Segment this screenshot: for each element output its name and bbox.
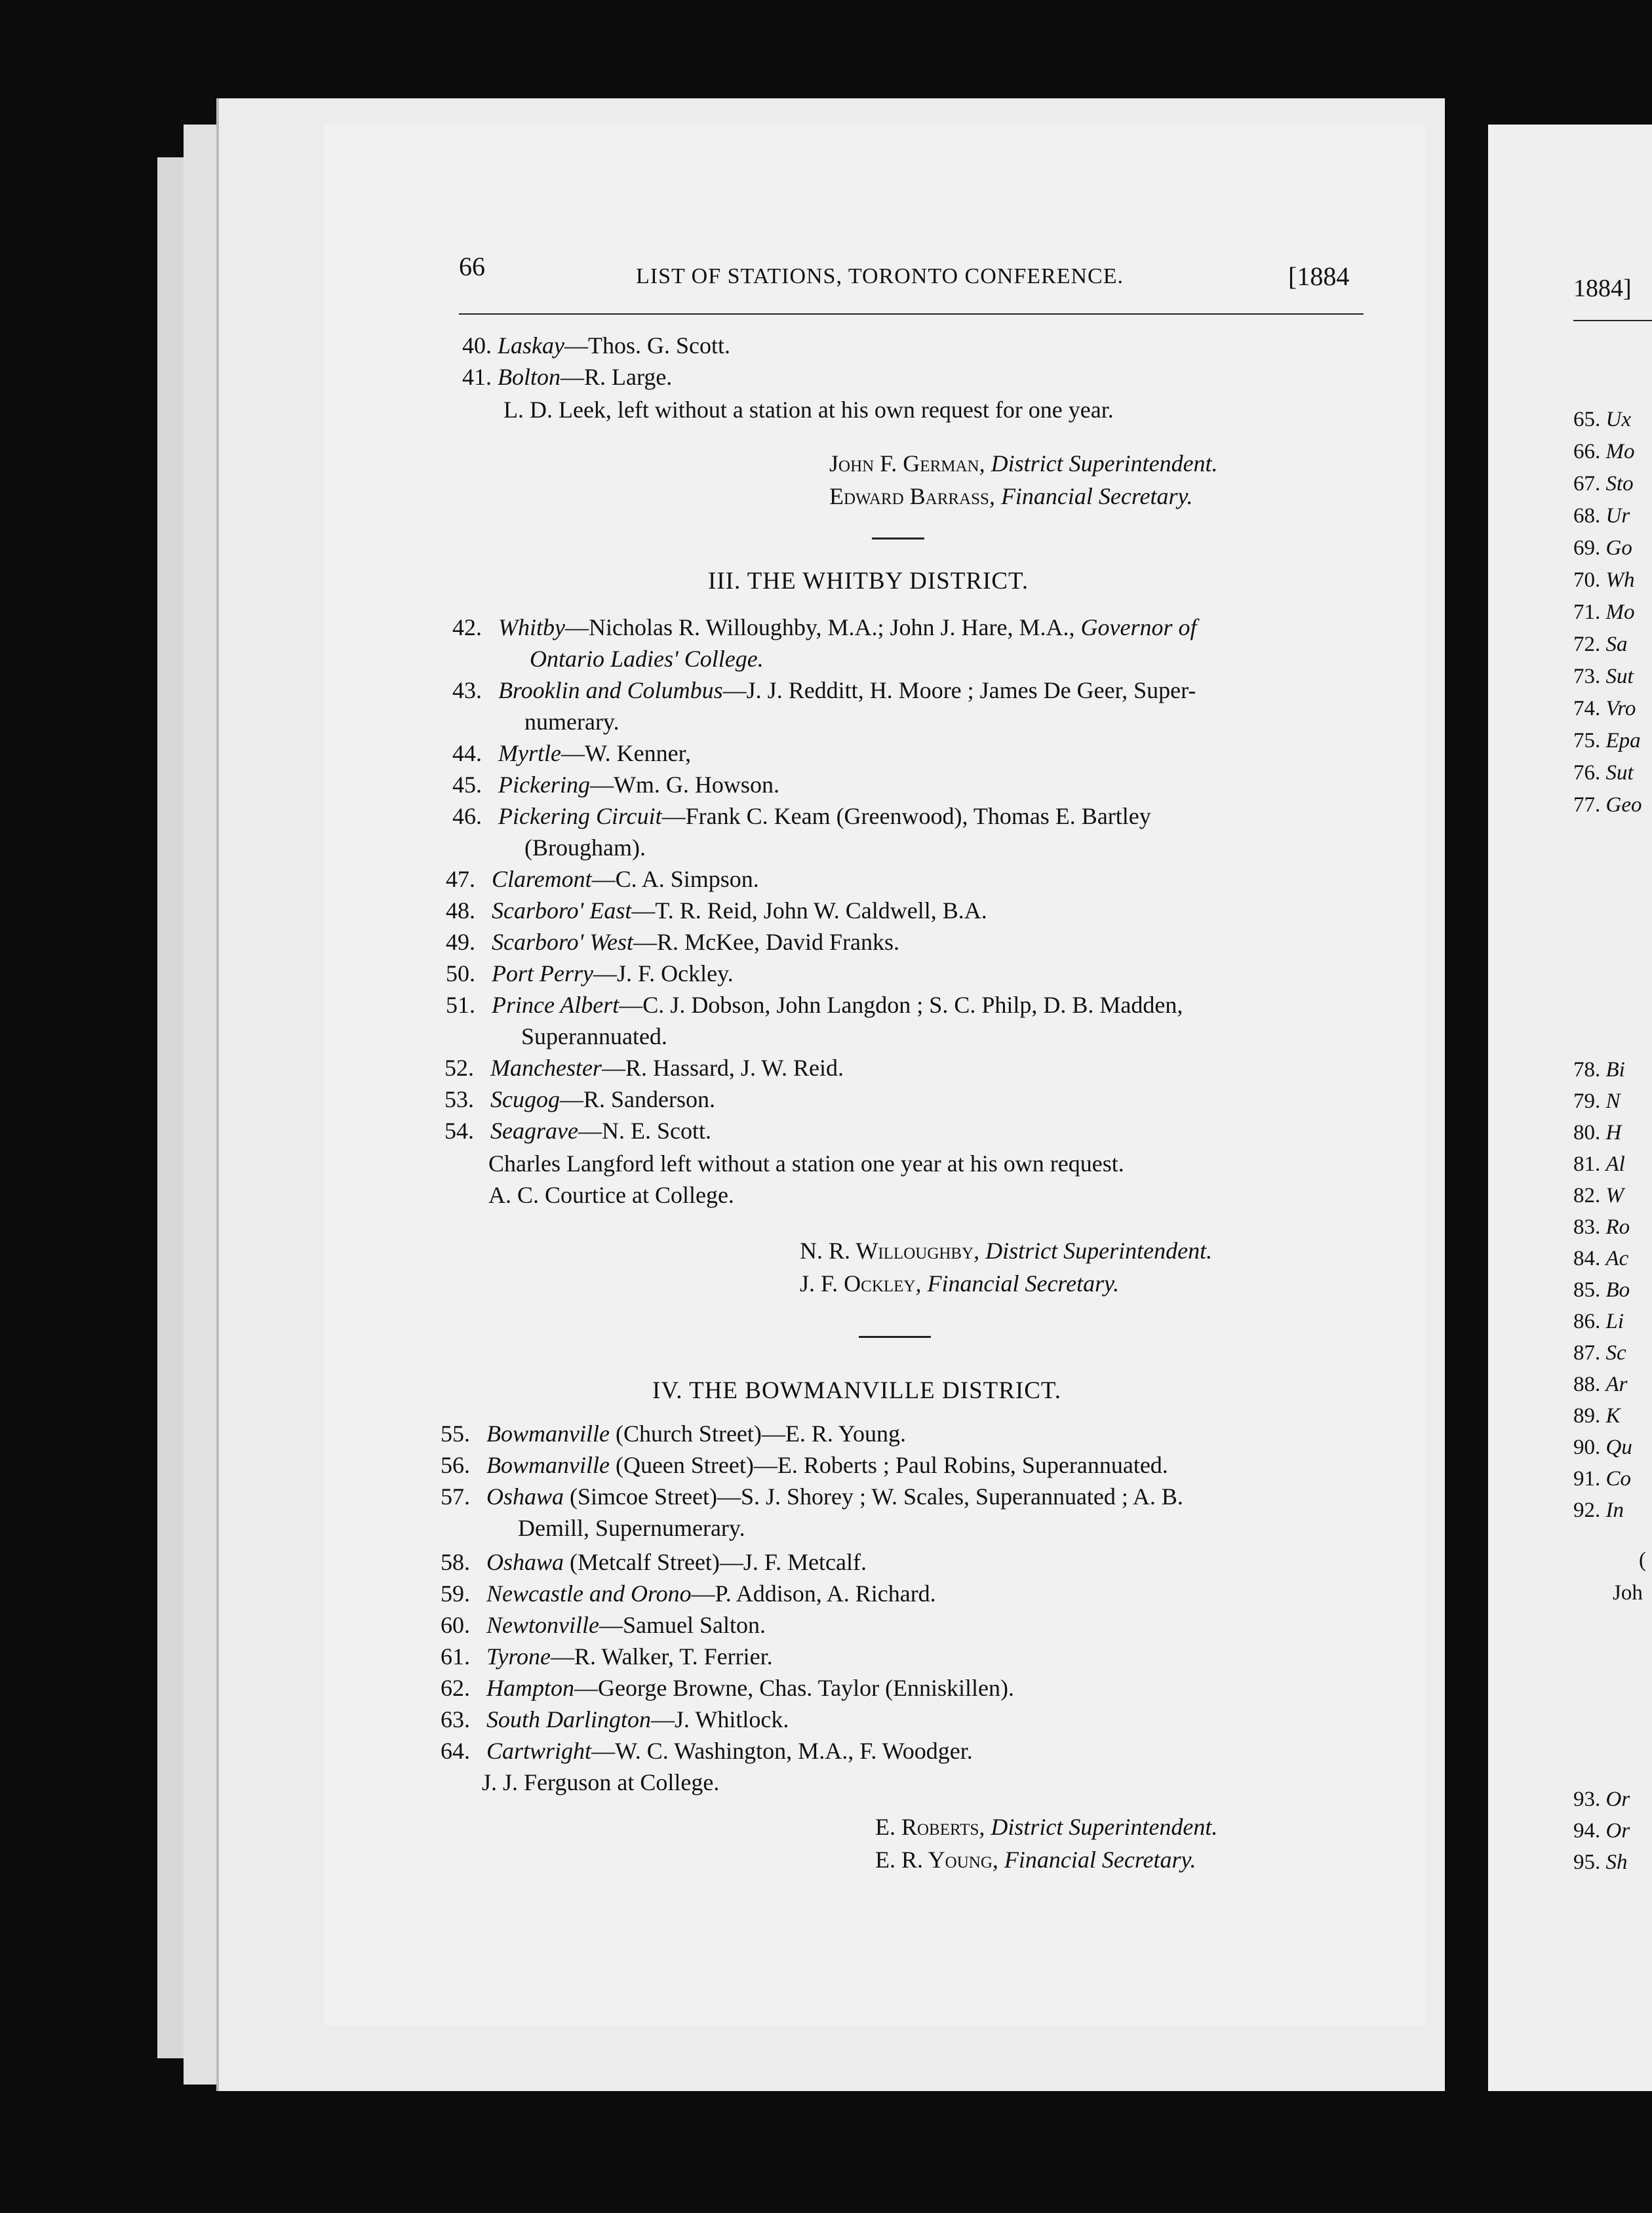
entry-number: 70.	[1573, 568, 1606, 592]
entry-63	[441, 1705, 789, 1734]
facing-list-item	[1573, 1308, 1624, 1335]
entry-number: 42.	[452, 614, 482, 640]
entry-number: 60.	[441, 1612, 470, 1638]
entry-number: 83.	[1573, 1215, 1606, 1239]
facing-list-item	[1573, 1120, 1621, 1146]
station-ministers: —P. Addison, A. Richard.	[691, 1580, 936, 1607]
entry-number: 47.	[446, 866, 475, 892]
entry-number: 44.	[452, 740, 482, 766]
entry-46-cont: (Brougham).	[524, 834, 646, 861]
entry-number: 77.	[1573, 793, 1606, 817]
station-name-fragment: Sc	[1605, 1341, 1626, 1365]
station-name-fragment: Bi	[1605, 1058, 1625, 1082]
entry-number: 49.	[446, 929, 475, 955]
entry-number: 63.	[441, 1706, 470, 1733]
entry-51-cont: Superannuated.	[521, 1023, 667, 1049]
entry-number: 76.	[1573, 761, 1606, 785]
facing-list-item	[1573, 1786, 1630, 1812]
entry-number: 84.	[1573, 1247, 1606, 1270]
entry-50	[446, 959, 734, 988]
station-name-fragment: Ur	[1605, 504, 1630, 528]
station-name-fragment: Ux	[1605, 408, 1631, 431]
station-name: Seagrave	[490, 1118, 578, 1144]
facing-list-item	[1573, 1340, 1626, 1366]
section-divider	[859, 1336, 931, 1338]
facing-list-item	[1573, 663, 1634, 690]
note-langford: Charles Langford left without a station one year at his own request.	[488, 1150, 1124, 1177]
signatory-role: , District Superintendent.	[974, 1238, 1213, 1264]
station-name: Port Perry	[492, 960, 593, 987]
station-ministers: —R. Sanderson.	[559, 1086, 715, 1112]
station-name-fragment: Vro	[1605, 697, 1636, 720]
entry-number: 92.	[1573, 1498, 1606, 1522]
entry-53	[444, 1085, 715, 1114]
facing-list-item	[1573, 1057, 1625, 1083]
station-name: Oshawa	[486, 1549, 564, 1575]
station-name-fragment: Sut	[1605, 761, 1634, 785]
entry-number: 89.	[1573, 1404, 1606, 1428]
signature-financial-secretary	[800, 1269, 1119, 1298]
station-ministers: —J. F. Ockley.	[593, 960, 734, 987]
signature-financial-secretary	[875, 1845, 1196, 1874]
entry-number: 72.	[1573, 633, 1606, 656]
station-ministers: —R. Large.	[560, 364, 673, 390]
station-name: Cartwright	[486, 1738, 592, 1764]
entry-number: 74.	[1573, 697, 1606, 720]
entry-40	[462, 331, 730, 360]
signatory-name: J. F. Ockley	[800, 1270, 916, 1297]
entry-number: 55.	[441, 1420, 470, 1447]
station-name: Pickering	[498, 772, 590, 798]
entry-number: 79.	[1573, 1089, 1606, 1113]
station-ministers: —T. R. Reid, John W. Caldwell, B.A.	[631, 897, 987, 924]
entry-number: 86.	[1573, 1310, 1606, 1333]
facing-list-item	[1573, 792, 1642, 818]
station-ministers: —J. J. Redditt, H. Moore ; James De Geer, Super-	[722, 677, 1196, 703]
station-name: South Darlington	[486, 1706, 652, 1733]
entry-number: 85.	[1573, 1278, 1606, 1302]
station-name-fragment: Sh	[1605, 1851, 1628, 1874]
station-name-fragment: Sto	[1605, 472, 1634, 496]
facing-list-item	[1573, 728, 1641, 754]
station-name-fragment: Bo	[1605, 1278, 1630, 1302]
entry-number: 82.	[1573, 1184, 1606, 1207]
entry-number: 75.	[1573, 729, 1606, 753]
station-ministers: —R. Hassard, J. W. Reid.	[601, 1055, 844, 1081]
station-name-fragment: Sut	[1605, 665, 1634, 688]
signatory-name: E. R. Young	[875, 1847, 993, 1873]
station-ministers: —George Browne, Chas. Taylor (Enniskillen).	[574, 1675, 1015, 1701]
signatory-role: , Financial Secretary.	[989, 483, 1193, 509]
entry-number: 43.	[452, 677, 482, 703]
station-ministers: (Queen Street)—E. Roberts ; Paul Robins, Superannuated.	[609, 1452, 1168, 1478]
entry-number: 93.	[1573, 1788, 1606, 1811]
station-name-fragment: Or	[1605, 1819, 1630, 1843]
entry-51	[446, 990, 1183, 1019]
entry-number: 71.	[1573, 600, 1606, 624]
entry-number: 94.	[1573, 1819, 1606, 1843]
entry-number: 80.	[1573, 1121, 1606, 1145]
entry-number: 95.	[1573, 1851, 1606, 1874]
station-name-fragment: Li	[1605, 1310, 1624, 1333]
entry-number: 46.	[452, 803, 482, 829]
note-ferguson: J. J. Ferguson at College.	[482, 1769, 720, 1795]
station-name-fragment: Qu	[1605, 1436, 1632, 1459]
station-name-fragment: Ro	[1605, 1215, 1630, 1239]
entry-number: 90.	[1573, 1436, 1606, 1459]
entry-number: 67.	[1573, 472, 1606, 496]
station-name: Laskay	[498, 332, 564, 359]
station-name: Bowmanville	[486, 1420, 610, 1447]
station-name: Myrtle	[498, 740, 561, 766]
station-ministers: —W. C. Washington, M.A., F. Woodger.	[591, 1738, 973, 1764]
station-name-fragment: Epa	[1605, 729, 1641, 753]
facing-list-item	[1573, 1214, 1630, 1240]
entry-number: 91.	[1573, 1467, 1606, 1491]
entry-number: 45.	[452, 772, 482, 798]
entry-59	[441, 1579, 936, 1608]
entry-number: 58.	[441, 1549, 470, 1575]
facing-list-item	[1573, 439, 1635, 465]
station-name-fragment: Mo	[1605, 440, 1635, 463]
signature-district-superintendent	[829, 449, 1218, 478]
station-name: Whitby	[498, 614, 565, 640]
station-note: Governor of	[1080, 614, 1197, 640]
whitby-heading: III. THE WHITBY DISTRICT.	[708, 568, 1029, 595]
signature-district-superintendent	[800, 1236, 1212, 1265]
station-ministers: —R. Walker, T. Ferrier.	[550, 1643, 773, 1670]
entry-43	[452, 676, 1196, 705]
signatory-name: Edward Barrass	[829, 483, 989, 509]
entry-44	[452, 739, 691, 768]
station-name-fragment: Or	[1605, 1788, 1630, 1811]
entry-number: 69.	[1573, 536, 1606, 560]
station-ministers: —W. Kenner,	[560, 740, 692, 766]
entry-41	[462, 362, 672, 391]
entry-56	[441, 1451, 1168, 1479]
entry-number: 81.	[1573, 1152, 1606, 1176]
station-name: Scarboro' East	[492, 897, 632, 924]
note-leek: L. D. Leek, left without a station at his own request for one year.	[503, 397, 1114, 423]
entry-49	[446, 928, 899, 956]
facing-list-item	[1573, 1183, 1624, 1209]
station-name: Pickering Circuit	[498, 803, 662, 829]
entry-number: 61.	[441, 1643, 470, 1670]
station-name: Scarboro' West	[492, 929, 634, 955]
station-name: Prince Albert	[492, 992, 620, 1018]
facing-fragment: (	[1639, 1548, 1646, 1572]
header-year: [1884	[1288, 262, 1350, 291]
station-ministers: (Metcalf Street)—J. F. Metcalf.	[564, 1549, 867, 1575]
station-name: Hampton	[486, 1675, 574, 1701]
station-ministers: —N. E. Scott.	[578, 1118, 711, 1144]
entry-number: 50.	[446, 960, 475, 987]
entry-45	[452, 770, 779, 799]
facing-list-item	[1573, 631, 1628, 657]
station-name-fragment: Sa	[1605, 633, 1628, 656]
station-ministers: —C. J. Dobson, John Langdon ; S. C. Philp, D. B. Madden,	[619, 992, 1183, 1018]
facing-list-item	[1573, 1466, 1631, 1492]
facing-list-item	[1573, 1088, 1621, 1114]
station-name: Newcastle and Orono	[486, 1580, 692, 1607]
facing-list-item	[1573, 1151, 1625, 1177]
entry-57	[441, 1482, 1183, 1511]
station-ministers: —C. A. Simpson.	[591, 866, 759, 892]
station-name: Tyrone	[486, 1643, 551, 1670]
station-name-fragment: Wh	[1605, 568, 1635, 592]
station-ministers: —Samuel Salton.	[599, 1612, 766, 1638]
signatory-role: , District Superintendent.	[979, 1814, 1218, 1840]
page-number: 66	[459, 252, 485, 281]
station-name-fragment: Go	[1605, 536, 1632, 560]
entry-57-cont: Demill, Supernumerary.	[518, 1515, 745, 1541]
facing-fragment: Joh	[1613, 1581, 1643, 1605]
entry-46	[452, 802, 1151, 831]
entry-number: 87.	[1573, 1341, 1606, 1365]
entry-64	[441, 1736, 973, 1765]
entry-60	[441, 1611, 766, 1639]
facing-list-item	[1573, 1245, 1628, 1272]
signature-financial-secretary	[829, 482, 1193, 511]
bowmanville-heading: IV. THE BOWMANVILLE DISTRICT.	[652, 1377, 1062, 1404]
facing-list-item	[1573, 1277, 1630, 1303]
station-name-fragment: Co	[1605, 1467, 1632, 1491]
entry-62	[441, 1674, 1014, 1702]
entry-number: 59.	[441, 1580, 470, 1607]
entry-number: 57.	[441, 1483, 470, 1510]
entry-number: 66.	[1573, 440, 1606, 463]
facing-page-year: 1884]	[1573, 275, 1632, 302]
entry-number: 51.	[446, 992, 475, 1018]
facing-list-item	[1573, 1818, 1630, 1844]
facing-list-item	[1573, 567, 1635, 593]
entry-number: 62.	[441, 1675, 470, 1701]
entry-54	[444, 1116, 711, 1145]
signatory-role: , Financial Secretary.	[915, 1270, 1120, 1297]
entry-number: 78.	[1573, 1058, 1606, 1082]
entry-58	[441, 1548, 867, 1577]
facing-list-item	[1573, 599, 1635, 625]
facing-list-item	[1573, 1434, 1632, 1460]
section-divider	[872, 538, 924, 539]
station-name: Scugog	[490, 1086, 560, 1112]
station-name-fragment: W	[1605, 1184, 1624, 1207]
facing-list-item	[1573, 695, 1636, 722]
entry-number: 54.	[444, 1118, 474, 1144]
signatory-name: N. R. Willoughby	[800, 1238, 974, 1264]
facing-list-item	[1573, 1403, 1621, 1429]
entry-number: 52.	[444, 1055, 474, 1081]
station-name: Bowmanville	[486, 1452, 610, 1478]
facing-list-item	[1573, 503, 1630, 529]
note-courtice: A. C. Courtice at College.	[488, 1182, 734, 1208]
station-ministers: —Nicholas R. Willoughby, M.A.; John J. Hare, M.A.,	[564, 614, 1081, 640]
station-name-fragment: Ar	[1605, 1373, 1628, 1396]
station-ministers: —R. McKee, David Franks.	[633, 929, 899, 955]
running-title: LIST OF STATIONS, TORONTO CONFERENCE.	[636, 264, 1124, 288]
station-ministers: (Simcoe Street)—S. J. Shorey ; W. Scales, Superannuated ; A. B.	[564, 1483, 1183, 1510]
signatory-role: , Financial Secretary.	[992, 1847, 1196, 1873]
facing-list-item	[1573, 535, 1632, 561]
station-note: Ontario Ladies' College.	[530, 646, 764, 672]
station-name: Claremont	[492, 866, 592, 892]
entry-55	[441, 1419, 906, 1448]
entry-number: 68.	[1573, 504, 1606, 528]
facing-list-item	[1573, 1849, 1628, 1875]
facing-header-rule	[1573, 320, 1652, 321]
entry-number: 73.	[1573, 665, 1606, 688]
station-name-fragment: H	[1605, 1121, 1622, 1145]
entry-52	[444, 1053, 844, 1082]
entry-number: 53.	[444, 1086, 474, 1112]
station-name: Oshawa	[486, 1483, 564, 1510]
header-rule	[459, 313, 1364, 315]
station-name-fragment: K	[1605, 1404, 1621, 1428]
entry-number: 40.	[462, 332, 492, 359]
station-name-fragment: N	[1605, 1089, 1621, 1113]
station-ministers: —Frank C. Keam (Greenwood), Thomas E. Bartley	[661, 803, 1151, 829]
station-name: Manchester	[490, 1055, 602, 1081]
facing-list-item	[1573, 471, 1634, 497]
station-name-fragment: In	[1605, 1498, 1624, 1522]
entry-42	[452, 613, 1196, 642]
entry-number: 65.	[1573, 408, 1606, 431]
station-ministers: —Thos. G. Scott.	[564, 332, 731, 359]
station-name-fragment: Ac	[1605, 1247, 1629, 1270]
entry-number: 88.	[1573, 1373, 1606, 1396]
station-name: Bolton	[498, 364, 560, 390]
facing-list-item	[1573, 1497, 1624, 1523]
entry-48	[446, 896, 987, 925]
station-name-fragment: Al	[1605, 1152, 1625, 1176]
entry-number: 64.	[441, 1738, 470, 1764]
signature-district-superintendent	[875, 1812, 1217, 1841]
entry-42-cont	[530, 644, 764, 673]
entry-47	[446, 865, 759, 893]
station-name-fragment: Geo	[1605, 793, 1642, 817]
entry-number: 56.	[441, 1452, 470, 1478]
signatory-name: E. Roberts	[875, 1814, 979, 1840]
station-name: Brooklin and Columbus	[498, 677, 723, 703]
entry-number: 41.	[462, 364, 492, 390]
entry-number: 48.	[446, 897, 475, 924]
station-name-fragment: Mo	[1605, 600, 1635, 624]
entry-61	[441, 1642, 773, 1671]
facing-list-item	[1573, 1371, 1628, 1398]
station-ministers: —Wm. G. Howson.	[589, 772, 779, 798]
facing-list-item	[1573, 406, 1631, 433]
station-ministers: (Church Street)—E. R. Young.	[609, 1420, 906, 1447]
station-name: Newtonville	[486, 1612, 599, 1638]
entry-43-cont: numerary.	[524, 709, 620, 735]
facing-list-item	[1573, 760, 1634, 786]
signatory-name: John F. German	[829, 450, 979, 477]
station-ministers: —J. Whitlock.	[651, 1706, 789, 1733]
signatory-role: , District Superintendent.	[979, 450, 1218, 477]
